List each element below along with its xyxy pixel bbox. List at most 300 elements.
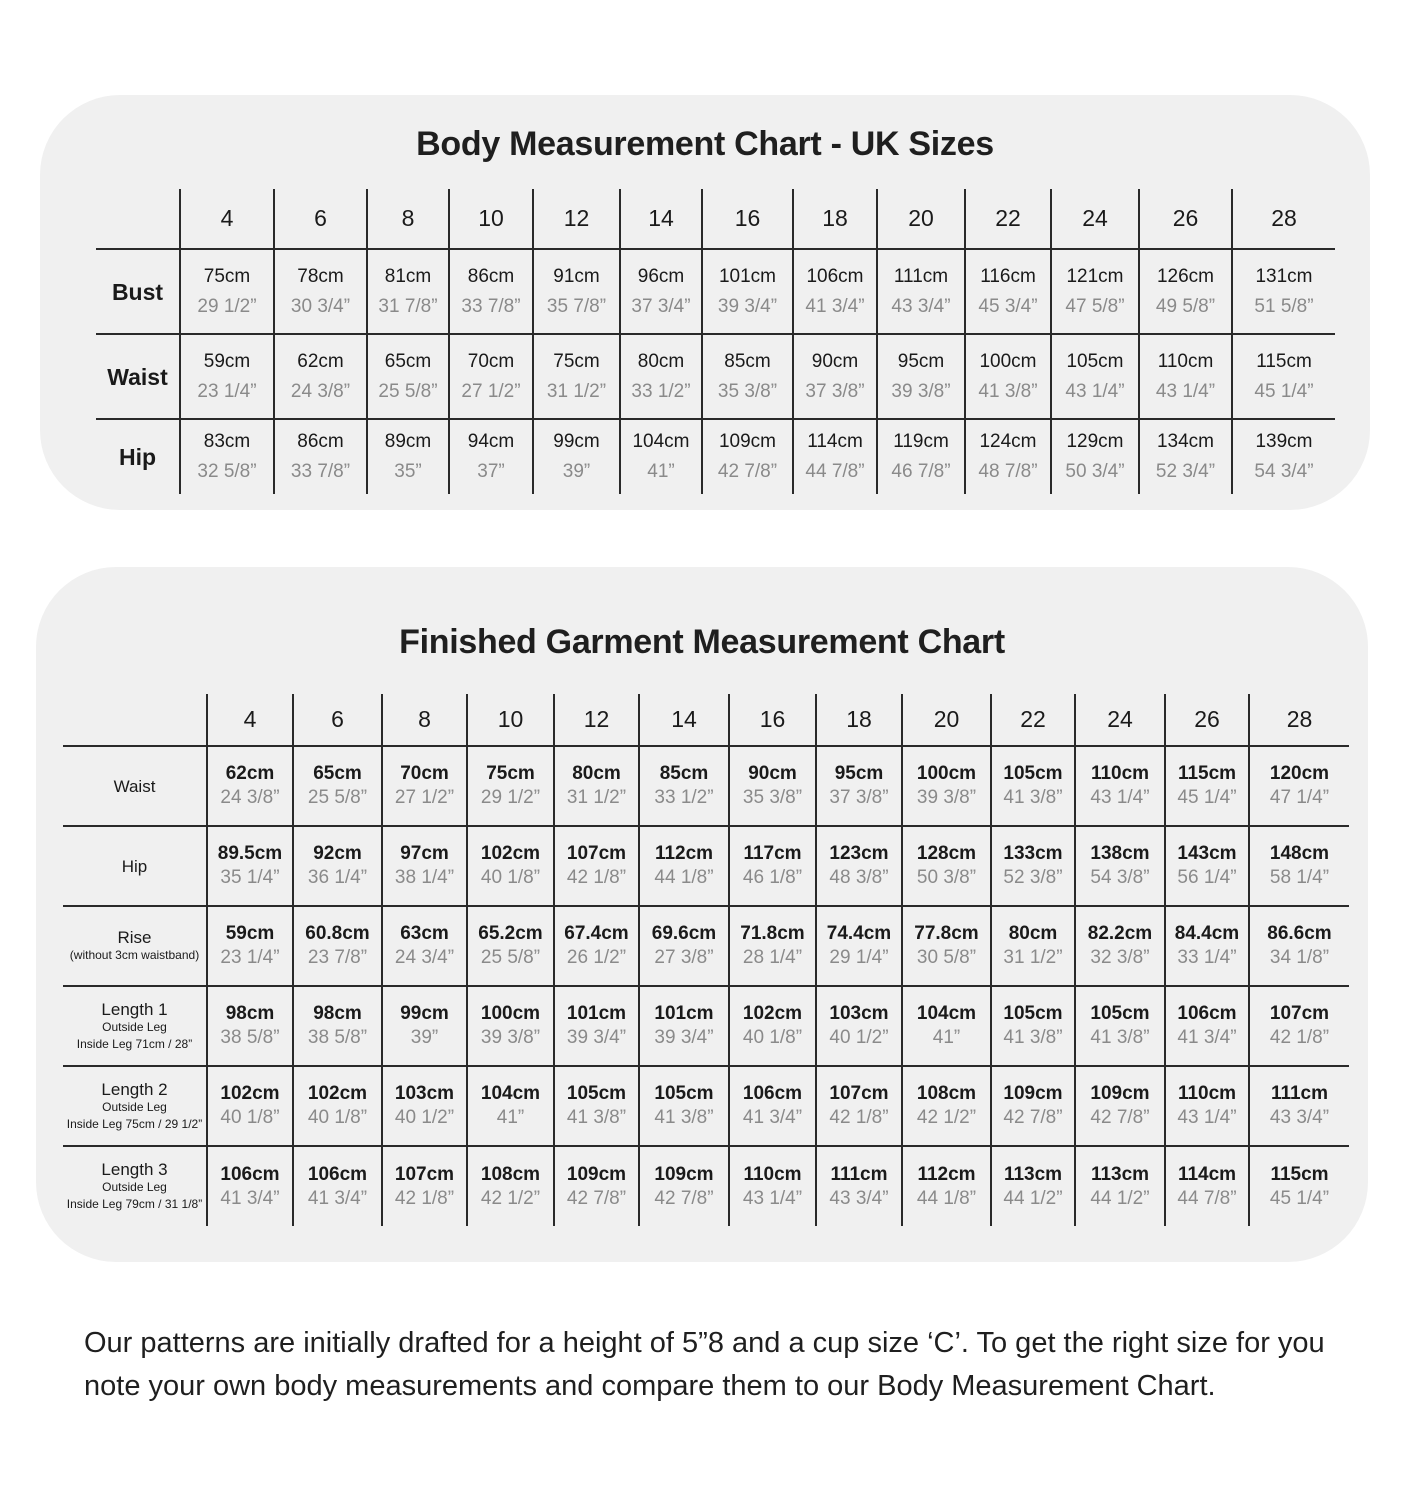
measurement-cell <box>1165 826 1249 906</box>
inch-value: 23 1/4” <box>220 947 280 968</box>
size-header: 26 <box>1139 189 1232 249</box>
measurement-cell <box>1232 249 1335 334</box>
inch-value: 41 3/8” <box>654 1107 714 1128</box>
cm-value: 109cm <box>566 1163 627 1185</box>
inch-value: 37 3/8” <box>805 380 865 402</box>
measurement-cell <box>554 1066 639 1146</box>
cm-value: 138cm <box>1090 843 1150 864</box>
inch-value: 44 7/8” <box>1177 1187 1237 1209</box>
inch-value: 25 5/8” <box>378 380 438 402</box>
inch-value: 39 3/4” <box>566 1027 627 1048</box>
cm-value: 110cm <box>1157 350 1214 372</box>
measurement-cell <box>293 906 382 986</box>
measurement-cell <box>620 419 702 494</box>
measurement-cell <box>902 826 991 906</box>
size-header: 6 <box>293 694 382 746</box>
cm-value: 109cm <box>718 431 777 452</box>
cm-value: 65cm <box>313 763 362 784</box>
row-label-text: Length 1 <box>101 999 168 1019</box>
cm-value: 111cm <box>830 1163 888 1185</box>
inch-value: 51 5/8” <box>1254 295 1314 317</box>
cm-value: 115cm <box>1270 1163 1329 1185</box>
size-header: 10 <box>449 189 533 249</box>
cm-value: 112cm <box>654 843 714 864</box>
corner-cell <box>63 694 207 746</box>
garment-chart-title: Finished Garment Measurement Chart <box>399 623 1005 661</box>
measurement-cell <box>1051 334 1139 419</box>
measurement-cell <box>620 249 702 334</box>
measurement-cell <box>554 906 639 986</box>
measurement-cell <box>382 826 467 906</box>
inch-value: 40 1/8” <box>742 1027 803 1048</box>
inch-value: 39 3/8” <box>480 1027 541 1048</box>
row-label-note: Outside Leg <box>102 1019 167 1034</box>
inch-value: 27 1/2” <box>394 787 455 808</box>
cm-value: 69.6cm <box>651 923 717 944</box>
measurement-cell <box>1075 906 1165 986</box>
inch-value: 23 7/8” <box>307 947 368 968</box>
size-header: 8 <box>382 694 467 746</box>
inch-value: 32 3/8” <box>1090 947 1150 968</box>
cm-value: 75cm <box>553 350 600 372</box>
measurement-row <box>63 986 1349 1066</box>
cm-value: 139cm <box>1255 431 1313 452</box>
cm-value: 86cm <box>297 431 344 452</box>
cm-value: 106cm <box>742 1083 803 1104</box>
size-header: 20 <box>877 189 965 249</box>
measurement-cell <box>449 419 533 494</box>
measurement-row <box>63 1146 1349 1226</box>
row-label-text: Length 3 <box>101 1160 168 1179</box>
measurement-cell <box>367 419 449 494</box>
row-label <box>63 1066 207 1146</box>
inch-value: 44 7/8” <box>805 461 865 482</box>
cm-value: 106cm <box>220 1163 280 1185</box>
cm-value: 108cm <box>916 1083 977 1104</box>
measurement-cell <box>1075 826 1165 906</box>
size-header: 20 <box>902 694 991 746</box>
measurement-cell <box>902 1146 991 1226</box>
measurement-cell <box>729 906 816 986</box>
cm-value: 100cm <box>979 350 1037 372</box>
inch-value: 43 1/4” <box>1065 380 1125 402</box>
inch-value: 39 3/4” <box>654 1027 714 1048</box>
cm-value: 102cm <box>480 843 541 864</box>
cm-value: 126cm <box>1156 265 1215 287</box>
row-label-note: (without 3cm waistband) <box>69 948 200 962</box>
measurement-cell <box>367 334 449 419</box>
inch-value: 33 1/2” <box>654 787 714 808</box>
inch-value: 30 5/8” <box>916 947 977 968</box>
measurement-cell <box>991 1066 1075 1146</box>
inch-value: 37” <box>477 461 505 482</box>
size-header: 12 <box>533 189 620 249</box>
row-label-text: Waist <box>113 776 156 796</box>
measurement-cell <box>639 826 729 906</box>
inch-value: 41 3/4” <box>220 1187 280 1209</box>
cm-value: 97cm <box>400 843 449 864</box>
inch-value: 28 1/4” <box>742 947 803 968</box>
inch-value: 40 1/8” <box>480 867 541 888</box>
size-header-row <box>96 189 1335 249</box>
measurement-row <box>96 334 1335 419</box>
cm-value: 116cm <box>980 265 1036 287</box>
cm-value: 75cm <box>203 265 251 287</box>
cm-value: 105cm <box>1090 1003 1150 1024</box>
measurement-cell <box>1051 249 1139 334</box>
cm-value: 129cm <box>1066 431 1124 452</box>
measurement-cell <box>965 419 1051 494</box>
cm-value: 95cm <box>834 763 884 784</box>
measurement-cell <box>382 1146 467 1226</box>
inch-value: 35 7/8” <box>546 295 607 317</box>
measurement-cell <box>293 826 382 906</box>
size-header: 12 <box>554 694 639 746</box>
measurement-cell <box>729 1146 816 1226</box>
inch-value: 39 3/8” <box>916 787 977 808</box>
cm-value: 59cm <box>225 923 275 944</box>
measurement-cell <box>729 746 816 826</box>
cm-value: 131cm <box>1255 265 1313 287</box>
cm-value: 120cm <box>1269 763 1330 784</box>
measurement-cell <box>1249 1146 1349 1226</box>
inch-value: 37 3/4” <box>631 295 691 317</box>
cm-value: 115cm <box>1256 350 1312 372</box>
cm-value: 89cm <box>384 431 432 452</box>
cm-value: 110cm <box>743 1163 802 1185</box>
inch-value: 43 1/4” <box>1090 787 1150 808</box>
inch-value: 41 3/4” <box>1177 1027 1237 1048</box>
inch-value: 50 3/8” <box>916 867 977 888</box>
measurement-cell <box>554 1146 639 1226</box>
measurement-cell <box>382 746 467 826</box>
measurement-cell <box>554 986 639 1066</box>
cm-value: 124cm <box>979 431 1037 452</box>
measurement-cell <box>991 906 1075 986</box>
measurement-cell <box>1249 826 1349 906</box>
measurement-cell <box>816 826 902 906</box>
inch-value: 42 7/8” <box>566 1187 627 1209</box>
inch-value: 24 3/8” <box>220 787 280 808</box>
measurement-cell <box>1165 1066 1249 1146</box>
measurement-cell <box>1075 746 1165 826</box>
measurement-cell <box>554 746 639 826</box>
cm-value: 85cm <box>659 763 709 784</box>
cm-value: 74.4cm <box>826 923 892 944</box>
measurement-cell <box>1165 986 1249 1066</box>
cm-value: 117cm <box>743 843 802 864</box>
inch-value: 54 3/4” <box>1254 461 1314 482</box>
row-label <box>63 1146 207 1226</box>
cm-value: 114cm <box>807 431 863 452</box>
cm-value: 65.2cm <box>478 923 543 944</box>
inch-value: 43 3/4” <box>1269 1107 1330 1128</box>
measurement-cell <box>382 906 467 986</box>
measurement-row <box>63 906 1349 986</box>
inch-value: 31 1/2” <box>1003 947 1063 968</box>
measurement-row <box>96 419 1335 494</box>
measurement-cell <box>274 249 367 334</box>
inch-value: 35” <box>394 461 422 482</box>
inch-value: 42 7/8” <box>1090 1107 1150 1128</box>
inch-value: 32 5/8” <box>197 461 257 482</box>
cm-value: 112cm <box>917 1163 976 1185</box>
measurement-cell <box>816 906 902 986</box>
row-label-text: Rise <box>117 928 152 947</box>
size-header: 18 <box>816 694 902 746</box>
inch-value: 38 1/4” <box>394 867 455 888</box>
cm-value: 85cm <box>724 350 771 372</box>
cm-value: 107cm <box>566 843 627 864</box>
row-label-note: Inside Leg 75cm / 29 1/2” <box>66 1116 203 1131</box>
inch-value: 42 7/8” <box>654 1187 714 1209</box>
inch-value: 33 1/2” <box>631 380 691 402</box>
size-header: 6 <box>274 189 367 249</box>
inch-value: 29 1/2” <box>480 787 541 808</box>
cm-value: 106cm <box>806 265 864 287</box>
measurement-cell <box>965 249 1051 334</box>
inch-value: 39 3/8” <box>891 380 951 402</box>
cm-value: 110cm <box>1177 1083 1237 1104</box>
measurement-cell <box>877 249 965 334</box>
measurement-cell <box>293 746 382 826</box>
row-label-note: Inside Leg 71cm / 28” <box>76 1036 193 1051</box>
measurement-cell <box>180 249 274 334</box>
inch-value: 42 1/8” <box>1269 1027 1330 1048</box>
measurement-cell <box>533 419 620 494</box>
measurement-cell <box>554 826 639 906</box>
inch-value: 33 7/8” <box>461 295 521 317</box>
inch-value: 39” <box>410 1027 439 1048</box>
measurement-cell <box>382 986 467 1066</box>
cm-value: 113cm <box>1090 1163 1150 1185</box>
measurement-cell <box>702 249 793 334</box>
inch-value: 33 7/8” <box>290 461 351 482</box>
size-header: 14 <box>620 189 702 249</box>
size-header: 18 <box>793 189 877 249</box>
cm-value: 123cm <box>829 843 889 864</box>
measurement-cell <box>1249 746 1349 826</box>
measurement-cell <box>467 1146 554 1226</box>
inch-value: 44 1/8” <box>916 1187 977 1209</box>
measurement-cell <box>533 334 620 419</box>
size-header: 26 <box>1165 694 1249 746</box>
cm-value: 110cm <box>1090 763 1150 784</box>
measurement-cell <box>729 986 816 1066</box>
cm-value: 107cm <box>1269 1003 1330 1024</box>
cm-value: 121cm <box>1066 265 1124 287</box>
cm-value: 103cm <box>829 1003 889 1024</box>
cm-value: 99cm <box>400 1003 449 1024</box>
size-header-row <box>63 694 1349 746</box>
inch-value: 31 7/8” <box>378 295 438 317</box>
measurement-cell <box>991 1146 1075 1226</box>
row-label-note: Inside Leg 79cm / 31 1/8” <box>66 1197 203 1211</box>
inch-value: 42 1/8” <box>566 867 627 888</box>
inch-value: 42 1/8” <box>394 1187 455 1209</box>
cm-value: 109cm <box>1003 1083 1063 1104</box>
inch-value: 54 3/8” <box>1090 867 1150 888</box>
measurement-row <box>63 746 1349 826</box>
measurement-cell <box>467 826 554 906</box>
measurement-cell <box>1051 419 1139 494</box>
inch-value: 26 1/2” <box>566 947 627 968</box>
measurement-cell <box>382 1066 467 1146</box>
inch-value: 50 3/4” <box>1065 461 1125 482</box>
measurement-cell <box>639 746 729 826</box>
inch-value: 41 3/8” <box>978 380 1038 402</box>
cm-value: 106cm <box>307 1163 368 1185</box>
cm-value: 101cm <box>566 1003 627 1024</box>
inch-value: 41” <box>647 461 675 482</box>
inch-value: 52 3/8” <box>1003 867 1063 888</box>
measurement-cell <box>274 334 367 419</box>
cm-value: 102cm <box>220 1083 280 1104</box>
measurement-cell <box>274 419 367 494</box>
cm-value: 103cm <box>394 1083 455 1104</box>
cm-value: 65cm <box>384 350 432 372</box>
cm-value: 98cm <box>313 1003 362 1024</box>
cm-value: 104cm <box>916 1003 977 1024</box>
cm-value: 101cm <box>654 1003 714 1024</box>
size-header: 8 <box>367 189 449 249</box>
row-label-text: Hip <box>121 856 148 876</box>
measurement-cell <box>793 249 877 334</box>
measurement-cell <box>816 1066 902 1146</box>
inch-value: 41 3/8” <box>1090 1027 1150 1048</box>
cm-value: 108cm <box>480 1163 541 1185</box>
size-header: 10 <box>467 694 554 746</box>
corner-cell <box>96 189 180 249</box>
cm-value: 83cm <box>203 431 251 452</box>
cm-value: 77.8cm <box>914 923 979 944</box>
inch-value: 41 3/8” <box>1003 1027 1063 1048</box>
inch-value: 29 1/2” <box>197 295 257 317</box>
measurement-cell <box>467 1066 554 1146</box>
measurement-cell <box>207 986 293 1066</box>
inch-value: 47 5/8” <box>1065 295 1125 317</box>
row-label-note: Outside Leg <box>102 1099 167 1114</box>
measurement-cell <box>467 986 554 1066</box>
measurement-cell <box>902 986 991 1066</box>
inch-value: 27 1/2” <box>461 380 521 402</box>
cm-value: 133cm <box>1003 843 1063 864</box>
measurement-cell <box>729 1066 816 1146</box>
measurement-cell <box>902 746 991 826</box>
measurement-cell <box>639 986 729 1066</box>
inch-value: 43 1/4” <box>742 1187 803 1209</box>
inch-value: 37 3/8” <box>829 787 889 808</box>
inch-value: 41 3/4” <box>307 1187 368 1209</box>
cm-value: 95cm <box>897 350 945 372</box>
size-header: 22 <box>965 189 1051 249</box>
cm-value: 63cm <box>400 923 449 944</box>
measurement-cell <box>991 826 1075 906</box>
inch-value: 41 3/4” <box>805 295 865 317</box>
size-header: 22 <box>991 694 1075 746</box>
cm-value: 60.8cm <box>305 923 370 944</box>
cm-value: 100cm <box>916 763 977 784</box>
cm-value: 115cm <box>1177 763 1237 784</box>
body-measurement-panel <box>40 95 1370 510</box>
inch-value: 43 1/4” <box>1155 380 1216 402</box>
cm-value: 114cm <box>1177 1163 1237 1185</box>
measurement-cell <box>639 1066 729 1146</box>
cm-value: 90cm <box>811 350 859 372</box>
inch-value: 30 3/4” <box>290 295 351 317</box>
inch-value: 46 7/8” <box>891 461 951 482</box>
cm-value: 119cm <box>893 431 949 452</box>
cm-value: 111cm <box>893 265 949 287</box>
inch-value: 48 3/8” <box>829 867 889 888</box>
cm-value: 105cm <box>1003 763 1063 784</box>
cm-value: 101cm <box>718 265 777 287</box>
size-header: 24 <box>1075 694 1165 746</box>
measurement-cell <box>793 334 877 419</box>
measurement-cell <box>1165 746 1249 826</box>
row-label <box>63 986 207 1066</box>
inch-value: 48 7/8” <box>978 461 1038 482</box>
size-header: 24 <box>1051 189 1139 249</box>
inch-value: 40 1/8” <box>307 1107 368 1128</box>
inch-value: 31 1/2” <box>566 787 627 808</box>
measurement-cell <box>991 746 1075 826</box>
cm-value: 89.5cm <box>217 843 283 864</box>
measurement-cell <box>293 986 382 1066</box>
measurement-cell <box>965 334 1051 419</box>
cm-value: 96cm <box>637 265 685 287</box>
cm-value: 70cm <box>400 763 449 784</box>
measurement-cell <box>729 826 816 906</box>
size-header: 16 <box>702 189 793 249</box>
measurement-cell <box>1075 1146 1165 1226</box>
measurement-cell <box>467 746 554 826</box>
cm-value: 105cm <box>566 1083 627 1104</box>
cm-value: 100cm <box>480 1003 541 1024</box>
measurement-cell <box>816 1146 902 1226</box>
measurement-cell <box>1075 986 1165 1066</box>
size-header: 4 <box>180 189 274 249</box>
measurement-cell <box>293 1066 382 1146</box>
inch-value: 42 1/8” <box>829 1107 889 1128</box>
measurement-cell <box>449 334 533 419</box>
cm-value: 134cm <box>1156 431 1215 452</box>
measurement-row <box>63 1066 1349 1146</box>
inch-value: 24 3/8” <box>290 380 351 402</box>
size-header: 4 <box>207 694 293 746</box>
inch-value: 42 7/8” <box>717 461 778 482</box>
inch-value: 25 5/8” <box>307 787 368 808</box>
inch-value: 52 3/4” <box>1155 461 1216 482</box>
size-header: 14 <box>639 694 729 746</box>
measurement-cell <box>1165 906 1249 986</box>
measurement-cell <box>1165 1146 1249 1226</box>
row-label-text: Length 2 <box>101 1079 168 1099</box>
inch-value: 39” <box>562 461 591 482</box>
inch-value: 41” <box>496 1107 525 1128</box>
row-label <box>96 419 180 494</box>
cm-value: 62cm <box>297 350 344 372</box>
sizing-footnote: Our patterns are initially drafted for a height of 5”8 and a cup size ‘C’. To get the right size for you note your own body measurements and compare them to our Body Measurement Chart. <box>84 1327 1325 1402</box>
measurement-cell <box>449 249 533 334</box>
inch-value: 42 7/8” <box>1003 1107 1063 1128</box>
garment-measurement-table <box>63 694 1349 1226</box>
inch-value: 44 1/2” <box>1003 1187 1063 1209</box>
inch-value: 45 3/4” <box>978 295 1038 317</box>
inch-value: 35 1/4” <box>220 867 280 888</box>
cm-value: 59cm <box>203 350 251 372</box>
size-header: 28 <box>1232 189 1335 249</box>
